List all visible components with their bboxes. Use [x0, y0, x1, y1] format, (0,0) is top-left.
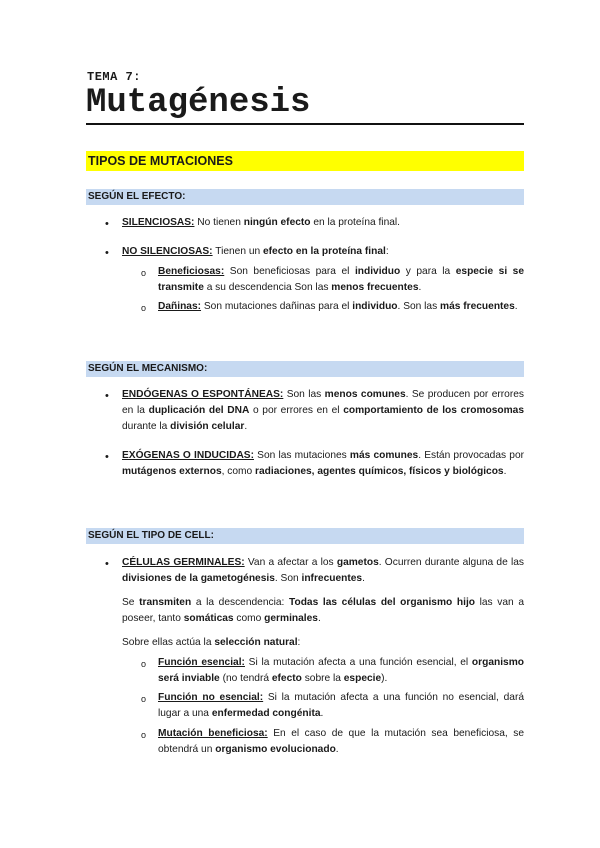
bullet-icon: •: [105, 390, 109, 402]
bullet-icon: •: [105, 218, 109, 230]
sub-bullet-icon: o: [141, 268, 147, 278]
subheading-mecanismo: SEGÚN EL MECANISMO:: [86, 361, 524, 377]
item-germinales: CÉLULAS GERMINALES: Van a afectar a los gametos. Ocurren durante alguna de las divisiones de la gametogénesis. Son infrecuentes.: [122, 557, 524, 584]
item-exogenas: EXÓGENAS O INDUCIDAS: Son las mutaciones más comunes. Están provocadas por mutágenos externos, como radiaciones, agentes químicos, físicos y biológicos.: [122, 450, 524, 477]
item-daninas: Dañinas: Son mutaciones dañinas para el individuo. Son las más frecuentes.: [158, 301, 518, 312]
item-mutacion-beneficiosa: Mutación beneficiosa: En el caso de que la mutación sea beneficiosa, se obtendrá un organismo evolucionado.: [158, 728, 524, 755]
sub-bullet-icon: o: [141, 659, 147, 669]
page-title: Mutagénesis: [86, 84, 311, 122]
section-heading-tipos: TIPOS DE MUTACIONES: [86, 151, 524, 171]
sub-bullet-icon: o: [141, 694, 147, 704]
item-beneficiosas: Beneficiosas: Son beneficiosas para el individuo y para la especie si se transmite a su descendencia Son las menos frecuentes.: [158, 266, 525, 293]
paragraph-transmision: Se transmiten a la descendencia: Todas las células del organismo hijo las van a poseer, tanto somáticas como germinales.: [122, 597, 524, 624]
sub-bullet-icon: o: [141, 730, 147, 740]
subheading-cell: SEGÚN EL TIPO DE CELL:: [86, 528, 524, 544]
sub-bullet-icon: o: [141, 303, 147, 313]
bullet-icon: •: [105, 558, 109, 570]
title-rule: [86, 123, 524, 125]
item-funcion-esencial: Función esencial: Si la mutación afecta a una función esencial, el organismo será inviable (no tendrá efecto sobre la especie).: [158, 657, 524, 684]
item-silenciosas: SILENCIOSAS: No tienen ningún efecto en la proteína final.: [122, 217, 400, 228]
item-funcion-no-esencial: Función no esencial: Si la mutación afecta a una función no esencial, dará lugar a una enfermedad congénita.: [158, 692, 525, 719]
subheading-efecto: SEGÚN EL EFECTO:: [86, 189, 524, 205]
item-no-silenciosas: NO SILENCIOSAS: Tienen un efecto en la proteína final:: [122, 246, 389, 257]
paragraph-seleccion: Sobre ellas actúa la selección natural:: [122, 637, 301, 648]
topic-number: TEMA 7:: [87, 70, 141, 84]
bullet-icon: •: [105, 451, 109, 463]
bullet-icon: •: [105, 247, 109, 259]
item-endogenas: ENDÓGENAS O ESPONTÁNEAS: Son las menos comunes. Se producen por errores en la duplicación del DNA o por errores en el comportamiento de los cromosomas durante la división celular.: [122, 389, 525, 432]
